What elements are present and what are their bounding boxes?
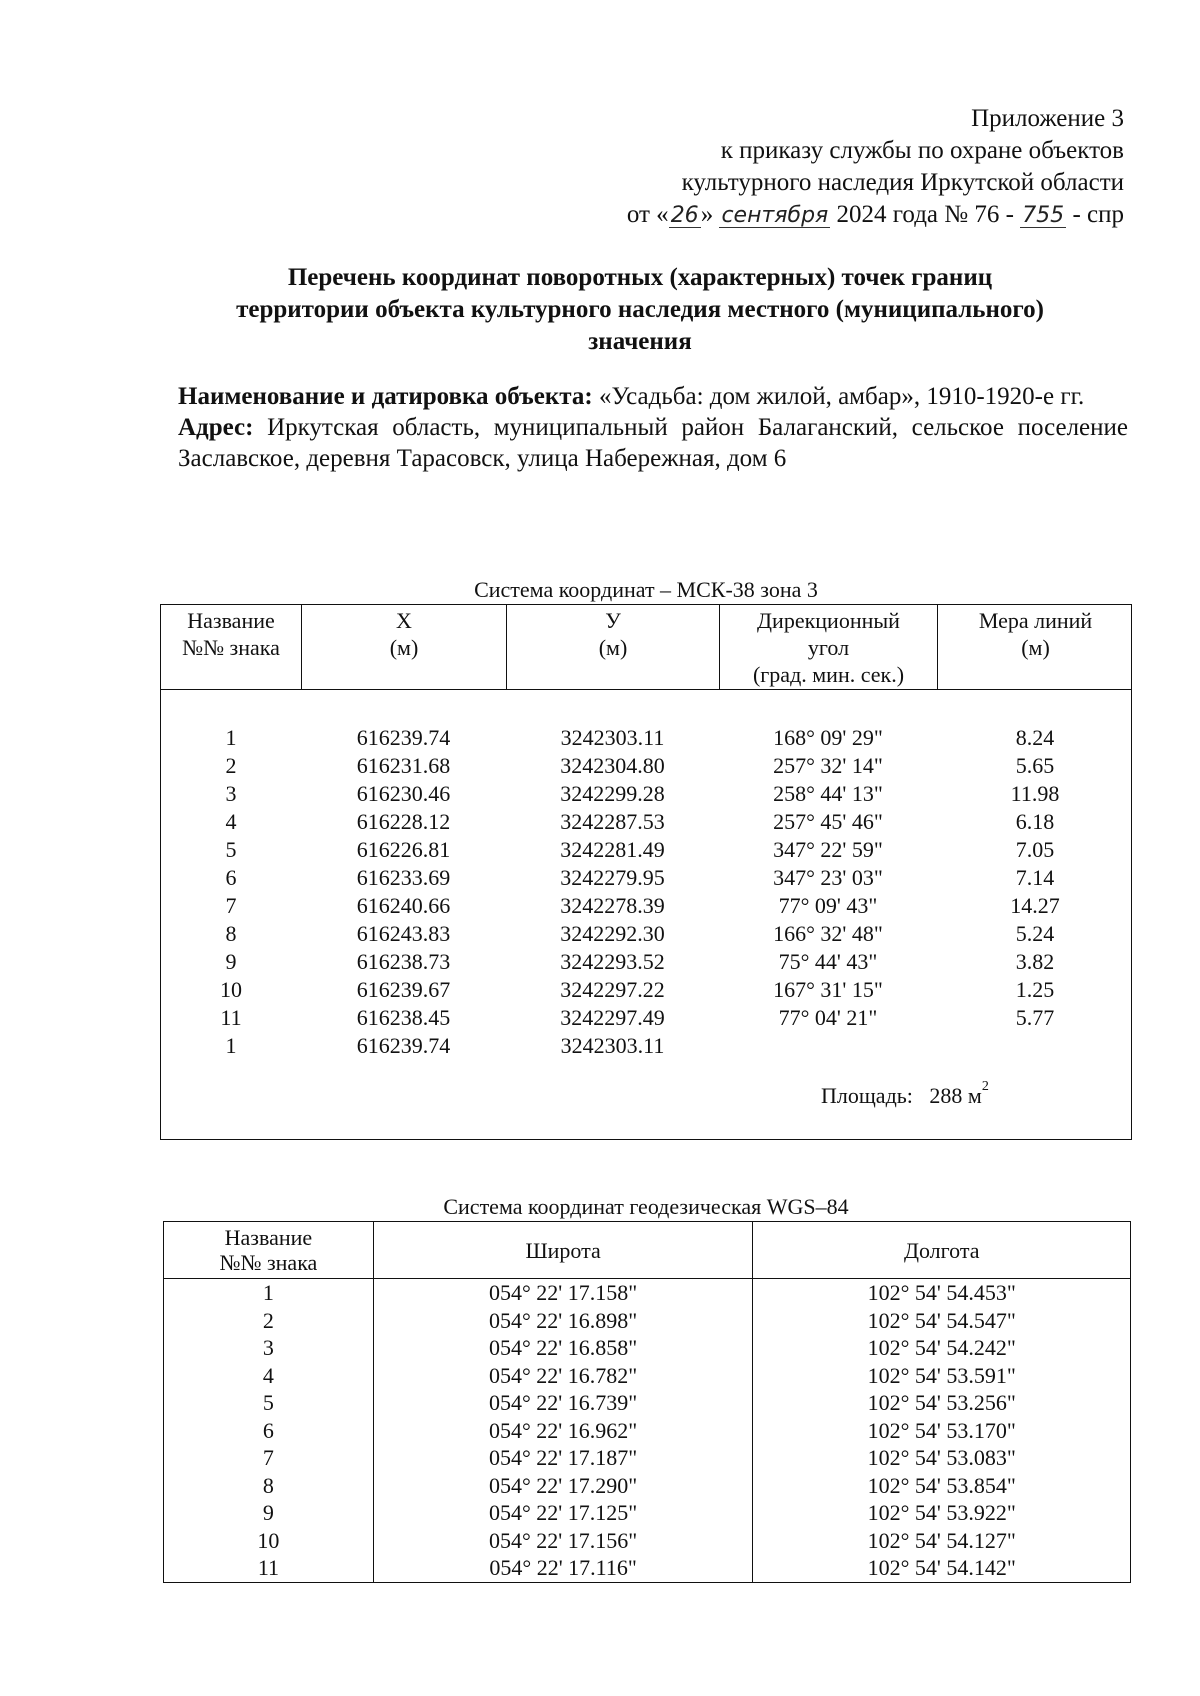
point-name: 8 xyxy=(225,921,237,946)
table-row xyxy=(161,836,1131,864)
angle-value: 257° 45' 46" xyxy=(773,809,883,834)
point-name: 6 xyxy=(225,865,237,890)
table1-caption: Система координат – МСК-38 зона 3 xyxy=(474,577,818,602)
order-year-number: 2024 года № 76 - xyxy=(836,201,1014,228)
object-name-value: «Усадьба: дом жилой, амбар», 1910-1920-е гг. xyxy=(598,383,1085,410)
length-value: 8.24 xyxy=(1015,725,1055,750)
x-value: 616239.67 xyxy=(356,977,451,1002)
header-latitude: Широта xyxy=(373,1222,753,1279)
table-row xyxy=(164,1444,1131,1472)
longitude-value: 102° 54' 53.083" xyxy=(753,1444,1131,1472)
point-name: 10 xyxy=(220,977,242,1002)
y-value: 3242287.53 xyxy=(560,809,665,834)
table1-body xyxy=(161,724,1131,1060)
date-quote-close: » xyxy=(700,201,714,228)
order-date-line xyxy=(627,199,1124,231)
table-row xyxy=(164,1362,1131,1390)
length-value: 7.05 xyxy=(1015,837,1055,862)
longitude-value: 102° 54' 53.256" xyxy=(753,1389,1131,1417)
table-row xyxy=(161,1004,1131,1032)
length-value: 6.18 xyxy=(1015,809,1055,834)
point-name: 1 xyxy=(225,725,237,750)
x-value: 616238.73 xyxy=(356,949,451,974)
angle-value: 347° 22' 59" xyxy=(773,837,883,862)
angle-value: 167° 31' 15" xyxy=(773,977,883,1002)
table-row xyxy=(164,1279,1131,1307)
header-length-line1: Мера линий xyxy=(978,608,1093,633)
latitude-value: 054° 22' 17.125" xyxy=(373,1499,753,1527)
latitude-value: 054° 22' 16.962" xyxy=(373,1417,753,1445)
y-value: 3242303.11 xyxy=(560,1033,665,1058)
table-row xyxy=(161,808,1131,836)
y-value: 3242278.39 xyxy=(560,893,665,918)
longitude-value: 102° 54' 53.922" xyxy=(753,1499,1131,1527)
y-value: 3242297.22 xyxy=(560,977,665,1002)
header-x-line2: (м) xyxy=(389,635,419,660)
point-name: 2 xyxy=(164,1307,374,1335)
length-value: 7.14 xyxy=(1015,865,1055,890)
header-x xyxy=(301,605,506,689)
object-name-label: Наименование и датировка объекта: xyxy=(178,383,593,410)
latitude-value: 054° 22' 16.898" xyxy=(373,1307,753,1335)
order-authority-line: культурного наследия Иркутской области xyxy=(681,169,1124,196)
appendix-header xyxy=(627,103,1124,231)
latitude-value: 054° 22' 16.782" xyxy=(373,1362,753,1390)
header-y-line1: У xyxy=(605,608,621,633)
header-angle-line1: Дирекционный xyxy=(757,608,900,633)
date-prefix: от « xyxy=(626,201,669,228)
object-info xyxy=(178,381,1128,474)
longitude-value: 102° 54' 53.854" xyxy=(753,1472,1131,1500)
order-reference-line: к приказу службы по охране объектов xyxy=(720,137,1124,164)
msk-coordinates-table xyxy=(160,604,1132,1140)
point-name: 6 xyxy=(164,1417,374,1445)
table-row xyxy=(161,920,1131,948)
x-value: 616239.74 xyxy=(356,725,451,750)
area-label: Площадь: xyxy=(821,1083,913,1108)
point-name: 4 xyxy=(225,809,237,834)
appendix-number: Приложение 3 xyxy=(971,105,1124,132)
x-value: 616243.83 xyxy=(356,921,451,946)
length-value: 5.77 xyxy=(1015,1005,1055,1030)
angle-value: 77° 09' 43" xyxy=(778,893,878,918)
longitude-value: 102° 54' 54.453" xyxy=(753,1279,1131,1307)
y-value: 3242292.30 xyxy=(560,921,665,946)
latitude-value: 054° 22' 17.187" xyxy=(373,1444,753,1472)
y-value: 3242297.49 xyxy=(560,1005,665,1030)
area-summary xyxy=(821,1079,989,1109)
point-name: 5 xyxy=(164,1389,374,1417)
header-angle-line3: (град. мин. сек.) xyxy=(752,662,905,687)
point-name: 1 xyxy=(225,1033,237,1058)
x-value: 616240.66 xyxy=(356,893,451,918)
title-line-3: значения xyxy=(588,328,692,355)
point-name: 8 xyxy=(164,1472,374,1500)
table1-header xyxy=(161,605,1131,690)
header-line-length xyxy=(937,605,1133,689)
header-length-line2: (м) xyxy=(1021,635,1050,660)
longitude-value: 102° 54' 53.170" xyxy=(753,1417,1131,1445)
header-point-name-line2: №№ знака xyxy=(182,635,280,660)
longitude-value: 102° 54' 54.547" xyxy=(753,1307,1131,1335)
object-name-paragraph xyxy=(178,381,1128,412)
point-name: 11 xyxy=(220,1005,242,1030)
x-value: 616239.74 xyxy=(356,1033,451,1058)
header-longitude: Долгота xyxy=(753,1222,1131,1279)
header-point-name xyxy=(161,605,301,689)
table-row xyxy=(161,864,1131,892)
object-address-paragraph xyxy=(178,412,1128,474)
table-row xyxy=(161,752,1131,780)
wgs84-coordinates-table xyxy=(163,1221,1131,1583)
point-name: 9 xyxy=(164,1499,374,1527)
y-value: 3242303.11 xyxy=(560,725,665,750)
latitude-value: 054° 22' 17.116" xyxy=(373,1554,753,1582)
point-name: 7 xyxy=(225,893,237,918)
table-row xyxy=(164,1389,1131,1417)
title-line-1: Перечень координат поворотных (характерных) точек границ xyxy=(287,264,993,291)
header-y-line2: (м) xyxy=(598,635,628,660)
length-value: 5.65 xyxy=(1015,753,1055,778)
y-value: 3242281.49 xyxy=(560,837,665,862)
table-row xyxy=(164,1334,1131,1362)
length-value: 14.27 xyxy=(1010,893,1060,918)
longitude-value: 102° 54' 53.591" xyxy=(753,1362,1131,1390)
table2-caption: Система координат геодезическая WGS–84 xyxy=(443,1194,849,1219)
table-row xyxy=(161,892,1131,920)
order-suffix: - спр xyxy=(1072,201,1124,228)
header-angle-line2: угол xyxy=(807,635,850,660)
length-value: 5.24 xyxy=(1015,921,1055,946)
table-row xyxy=(164,1527,1131,1555)
header-point-name-line2: №№ знака xyxy=(219,1250,318,1275)
handwritten-month: сентября xyxy=(721,203,829,228)
x-value: 616230.46 xyxy=(356,781,451,806)
header-point-name xyxy=(164,1222,374,1279)
table-row xyxy=(164,1554,1131,1582)
y-value: 3242299.28 xyxy=(560,781,665,806)
point-name: 10 xyxy=(164,1527,374,1555)
table-row xyxy=(161,780,1131,808)
header-y xyxy=(506,605,719,689)
header-x-line1: Х xyxy=(396,608,412,633)
angle-value: 77° 04' 21" xyxy=(778,1005,878,1030)
table2-header-row xyxy=(164,1222,1131,1279)
table-row xyxy=(161,1032,1131,1060)
handwritten-order-number: 755 xyxy=(1022,203,1065,228)
area-exponent: 2 xyxy=(981,1079,989,1094)
x-value: 616233.69 xyxy=(356,865,451,890)
point-name: 3 xyxy=(164,1334,374,1362)
angle-value: 166° 32' 48" xyxy=(773,921,883,946)
table-row xyxy=(161,724,1131,752)
table2-body xyxy=(164,1279,1131,1583)
latitude-value: 054° 22' 17.158" xyxy=(373,1279,753,1307)
point-name: 7 xyxy=(164,1444,374,1472)
y-value: 3242304.80 xyxy=(560,753,665,778)
point-name: 3 xyxy=(225,781,237,806)
y-value: 3242293.52 xyxy=(560,949,665,974)
point-name: 9 xyxy=(225,949,237,974)
length-value: 11.98 xyxy=(1010,781,1060,806)
table-row xyxy=(164,1307,1131,1335)
angle-value: 75° 44' 43" xyxy=(778,949,878,974)
point-name: 4 xyxy=(164,1362,374,1390)
area-value: 288 м xyxy=(929,1083,982,1108)
table-row xyxy=(161,948,1131,976)
angle-value: 257° 32' 14" xyxy=(773,753,883,778)
header-point-name-line1: Название xyxy=(224,1225,313,1250)
latitude-value: 054° 22' 16.858" xyxy=(373,1334,753,1362)
document-title xyxy=(150,262,1130,358)
latitude-value: 054° 22' 16.739" xyxy=(373,1389,753,1417)
angle-value: 258° 44' 13" xyxy=(773,781,883,806)
longitude-value: 102° 54' 54.242" xyxy=(753,1334,1131,1362)
table-row xyxy=(161,976,1131,1004)
point-name: 2 xyxy=(225,753,237,778)
x-value: 616226.81 xyxy=(356,837,451,862)
length-value: 1.25 xyxy=(1015,977,1055,1002)
title-line-2: территории объекта культурного наследия местного (муниципального) xyxy=(236,296,1044,323)
header-direction-angle xyxy=(719,605,937,689)
longitude-value: 102° 54' 54.127" xyxy=(753,1527,1131,1555)
latitude-value: 054° 22' 17.290" xyxy=(373,1472,753,1500)
length-value: 3.82 xyxy=(1015,949,1055,974)
x-value: 616231.68 xyxy=(356,753,451,778)
point-name: 11 xyxy=(164,1554,374,1582)
latitude-value: 054° 22' 17.156" xyxy=(373,1527,753,1555)
angle-value: 347° 23' 03" xyxy=(773,865,883,890)
header-point-name-line1: Название xyxy=(187,608,275,633)
object-address-label: Адрес: xyxy=(178,414,254,441)
y-value: 3242279.95 xyxy=(560,865,665,890)
table-row xyxy=(164,1417,1131,1445)
table-row xyxy=(164,1472,1131,1500)
x-value: 616228.12 xyxy=(356,809,451,834)
longitude-value: 102° 54' 54.142" xyxy=(753,1554,1131,1582)
point-name: 1 xyxy=(164,1279,374,1307)
table-row xyxy=(164,1499,1131,1527)
handwritten-day: 26 xyxy=(670,203,699,228)
angle-value: 168° 09' 29" xyxy=(773,725,883,750)
x-value: 616238.45 xyxy=(356,1005,451,1030)
point-name: 5 xyxy=(225,837,237,862)
object-address-value: Иркутская область, муниципальный район Балаганский, сельское поселение Заславское, деревня Тарасовск, улица Набережная, дом 6 xyxy=(178,414,1128,472)
